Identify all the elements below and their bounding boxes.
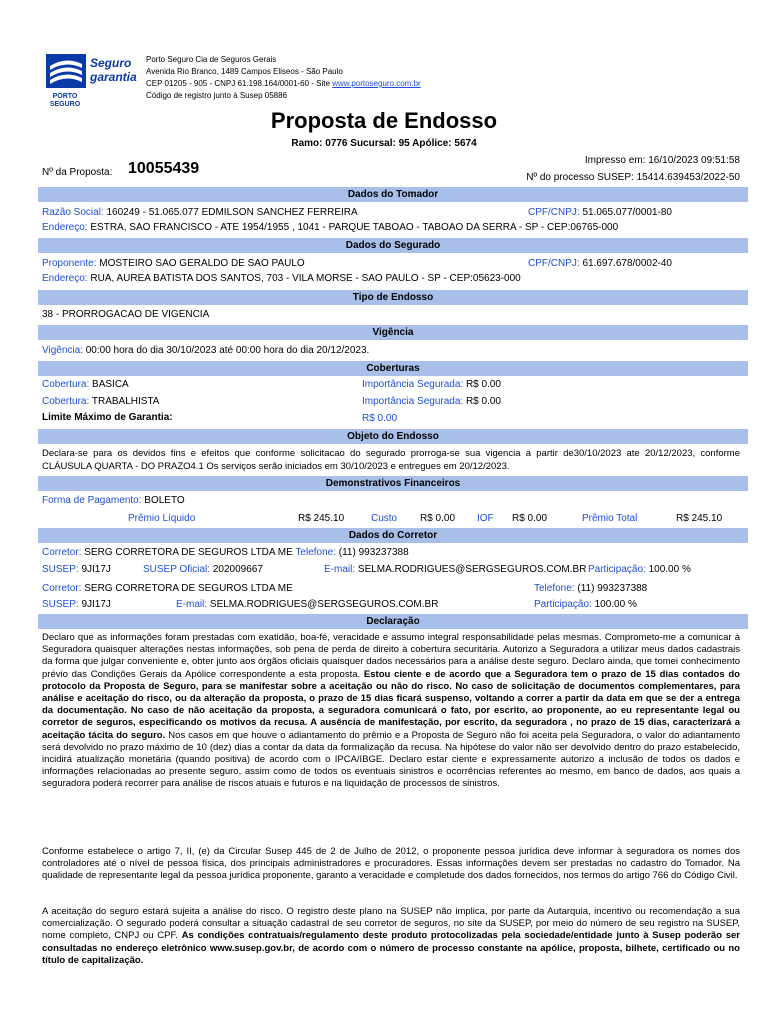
proposal-number: 10055439 xyxy=(128,160,200,177)
tomador-endereco-label: Endereço: xyxy=(42,222,88,233)
segurado-proponente xyxy=(42,258,305,270)
objeto-text: Declara-se para os devidos fins e efeitos que conforme solicitacao do segurado prorroga-se sua vigencia a partir de30/10/2023 ate 20/12/2023, conforme CLÁUSULA QUARTA - DO PRAZO4.1 Os serviços serão iniciados em 30/10/2023 e entregues em 20/12/2023. xyxy=(42,448,740,472)
declaracao-p3: A aceitação do seguro estará sujeita a análise do risco. O registro deste plano na SUSEP não implica, por parte da Autarquia, incentivo ou recomendação a sua comercialização. O segurado poderá consultar a situação cadastral de seu corretor de seguros, no site da SUSEP, por meio do número de seu registro na SUSEP, nome completo, CNPJ ou CPF. xyxy=(42,906,740,942)
tomador-cpf xyxy=(528,207,672,219)
company-cep-cnpj xyxy=(146,78,421,89)
corretor-1-label: Corretor: xyxy=(42,547,82,558)
corretor-1-susep-value: 9JI17J xyxy=(81,564,111,575)
section-corretor: Dados do Corretor xyxy=(38,528,748,543)
corretor-2-tel-label: Telefone: xyxy=(534,583,575,594)
corretor-1-email xyxy=(324,564,586,576)
corretor-1-susep xyxy=(42,564,111,576)
corretor-1-participacao-label: Participação: xyxy=(588,564,646,575)
company-address: Avenida Rio Branco, 1489 Campos Eliseos - São Paulo xyxy=(146,67,343,76)
tomador-endereco xyxy=(42,222,618,234)
corretor-2-email xyxy=(176,599,438,611)
printed-label: Impresso em: xyxy=(584,155,646,166)
premio-total-value: R$ 245.10 xyxy=(676,513,723,524)
cobertura-2 xyxy=(42,396,159,408)
cobertura-1-label: Cobertura: xyxy=(42,379,90,390)
corretor-2-susep-label: SUSEP: xyxy=(42,599,79,610)
corretor-2-label: Corretor: xyxy=(42,583,82,594)
segurado-endereco xyxy=(42,273,521,285)
corretor-1-susep-oficial-value: 202009667 xyxy=(212,564,263,575)
porto-seguro-logo-icon xyxy=(46,54,86,88)
segurado-cpf-label: CPF/CNPJ: xyxy=(528,258,580,269)
section-coberturas: Coberturas xyxy=(38,361,748,376)
company-site-link[interactable]: www.portoseguro.com.br xyxy=(332,79,421,88)
logo-tagline-garantia: garantia xyxy=(90,70,137,84)
section-objeto: Objeto do Endosso xyxy=(38,429,748,444)
corretor-1-value: SERG CORRETORA DE SEGUROS LTDA ME xyxy=(84,547,293,558)
proposal-label: Nº da Proposta: xyxy=(42,167,113,178)
limite-value: R$ 0.00 xyxy=(362,413,398,424)
segurado-endereco-value: RUA, AUREA BATISTA DOS SANTOS, 703 - VILA MORSE - SAO PAULO - SP - CEP:05623-000 xyxy=(90,273,521,284)
corretor-1-participacao xyxy=(588,564,691,576)
process-number xyxy=(526,172,740,184)
segurado-proponente-value: MOSTEIRO SAO GERALDO DE SAO PAULO xyxy=(99,258,305,269)
corretor-1-susep-oficial xyxy=(143,564,263,576)
cobertura-1-value: BASICA xyxy=(92,379,129,390)
tomador-razao-value: 160249 - 51.065.077 EDMILSON SANCHEZ FERREIRA xyxy=(106,207,358,218)
forma-pagamento xyxy=(42,495,185,507)
printed-at xyxy=(585,155,740,167)
section-financeiro: Demonstrativos Financeiros xyxy=(38,476,748,491)
segurado-cpf-value: 61.697.678/0002-40 xyxy=(582,258,672,269)
cobertura-2-label: Cobertura: xyxy=(42,396,90,407)
declaracao-p2: Conforme estabelece o artigo 7, II, (e) da Circular Susep 445 de 2 de Julho de 2012, o proponente pessoa jurídica deve informar à seguradora os nomes dos controladores até o nível de pessoa física, dos principais administradores e procuradores. Essas informações devem ser prestadas no cadastro do Tomador. Na qualidade de representante legal da pessoa jurídica proponente, garanto a veracidade e completude dos dados fornecidos, nos termos do artigo 766 do Código Civil. xyxy=(42,846,740,882)
corretor-1-tel-label: Telefone: xyxy=(295,547,336,558)
cobertura-2-is-label: Importância Segurada: xyxy=(362,396,464,407)
company-logo xyxy=(46,54,86,108)
corretor-2-participacao xyxy=(534,599,637,611)
cobertura-2-value: TRABALHISTA xyxy=(91,396,160,407)
cobertura-2-is-value: R$ 0.00 xyxy=(465,396,501,407)
cobertura-1-is-value: R$ 0.00 xyxy=(465,379,501,390)
section-tipo: Tipo de Endosso xyxy=(38,290,748,305)
corretor-2-value: SERG CORRETORA DE SEGUROS LTDA ME xyxy=(84,583,293,594)
printed-value: 16/10/2023 09:51:58 xyxy=(648,155,740,166)
process-label: Nº do processo SUSEP: xyxy=(526,172,634,183)
forma-pagamento-label: Forma de Pagamento: xyxy=(42,495,142,506)
limite-label: Limite Máximo de Garantia: xyxy=(42,412,173,423)
section-vigencia: Vigência xyxy=(38,325,748,340)
custo-value: R$ 0.00 xyxy=(420,513,456,524)
corretor-2-tel-value: (11) 993237388 xyxy=(577,583,648,594)
custo-label: Custo xyxy=(371,513,398,524)
corretor-2-participacao-label: Participação: xyxy=(534,599,592,610)
logo-brand-text: PORTO SEGURO xyxy=(49,93,81,108)
declaracao-p1: Declaro que as informações foram prestadas com exatidão, boa-fé, veracidade e assumo integral responsabilidade pelas mesmas. Comprometo-me a comunicar à Seguradora quaisquer alterações nestas informações, sob pena de perda de direito à cobertura securitária. Autorizo a Seguradora a utilizar meus dados cadastrais da forma que julgar conveniente e, obter junto aos órgãos oficiais quaisquer dados necessários para a análise deste seguro. Declaro ainda, que tomei conhecimento prévio das Condições Gerais da Apólice correspondente a esta proposta. xyxy=(42,632,740,680)
corretor-2 xyxy=(42,583,293,595)
segurado-cpf xyxy=(528,258,672,270)
declaracao-block-1 xyxy=(42,632,740,791)
declaracao-p1b: Estou ciente e de acordo que a Seguradora tem o prazo de 15 dias contados do protocolo da Proposta de Seguro, para se manifestar sobre a aceitação ou não do risco. No caso de solicitação de documentos complementares, para análise e aceitação do risco, ou da alteração da proposta, o prazo de 15 dias ficará suspenso, voltando a correr a partir da data em que se der a entrega da documentação. No caso de não aceitação da proposta, a seguradora comunicará o fato, por escrito, ao proponente, ao eu representante legal ou corretor de seguros, especificando os motivos da recusa. A ausência de manifestação, por escrito, da seguradora , no prazo de 15 dias, caracterizará a aceitação tácita do seguro. xyxy=(42,668,740,741)
forma-pagamento-value: BOLETO xyxy=(144,495,185,506)
corretor-2-susep xyxy=(42,599,111,611)
corretor-2-participacao-value: 100.00 % xyxy=(594,599,637,610)
logo-tagline-seguro: Seguro xyxy=(90,56,132,70)
company-name: Porto Seguro Cia de Seguros Gerais xyxy=(146,55,277,64)
corretor-2-tel xyxy=(534,583,647,595)
tomador-endereco-value: ESTRA, SAO FRANCISCO - ATE 1954/1955 , 1041 - PARQUE TABOAO - TABOAO DA SERRA - SP - CEP:06765-000 xyxy=(90,222,619,233)
page-subtitle: Ramo: 0776 Sucursal: 95 Apólice: 5674 xyxy=(291,138,477,149)
segurado-endereco-label: Endereço: xyxy=(42,273,88,284)
section-segurado: Dados do Segurado xyxy=(38,238,748,253)
vigencia-value: 00:00 hora do dia 30/10/2023 até 00:00 hora do dia 20/12/2023. xyxy=(85,345,370,356)
iof-label: IOF xyxy=(477,513,494,524)
premio-liquido-value: R$ 245.10 xyxy=(298,513,345,524)
cobertura-2-is xyxy=(362,396,501,408)
company-susep-code: Código de registro junto à Susep 05886 xyxy=(146,91,287,100)
declaracao-block-3 xyxy=(42,906,740,967)
declaracao-p3b: As condições contratuais/regulamento deste produto protocolizadas pela sociedade/entidade junto à Susep poderão ser consultadas no endereço eletrônico www.susep.gov.br, de acordo com o número de processo constante na apólice, proposta, bilhete, certificado ou no título de capitalização. xyxy=(42,930,740,966)
corretor-2-email-label: E-mail: xyxy=(176,599,208,610)
vigencia-label: Vigência: xyxy=(42,345,83,356)
company-cep-cnpj-text: CEP 01205 - 905 - CNPJ 61.198.164/0001-60 - Site xyxy=(146,79,330,88)
tomador-razao xyxy=(42,207,358,219)
page-title: Proposta de Endosso xyxy=(270,108,498,133)
corretor-2-susep-value: 9JI17J xyxy=(81,599,111,610)
section-tomador: Dados do Tomador xyxy=(38,187,748,202)
cobertura-1-is-label: Importância Segurada: xyxy=(362,379,464,390)
vigencia-row xyxy=(42,345,369,357)
section-declaracao: Declaração xyxy=(38,614,748,629)
premio-liquido-label: Prêmio Líquido xyxy=(128,513,196,524)
tipo-endosso-value: 38 - PRORROGACAO DE VIGENCIA xyxy=(42,309,210,320)
corretor-2-email-value: SELMA.RODRIGUES@SERGSEGUROS.COM.BR xyxy=(209,599,439,610)
tomador-cpf-label: CPF/CNPJ: xyxy=(528,207,580,218)
logo-tagline xyxy=(90,56,137,84)
corretor-1-susep-oficial-label: SUSEP Oficial: xyxy=(143,564,211,575)
corretor-1-susep-label: SUSEP: xyxy=(42,564,79,575)
segurado-proponente-label: Proponente: xyxy=(42,258,97,269)
cobertura-1-is xyxy=(362,379,501,391)
cobertura-1 xyxy=(42,379,129,391)
declaracao-p1c: Nos casos em que houve o adiantamento do prêmio e a Proposta de Seguro não foi aceita pela Seguradora, o valor do adiantamento será devolvido no prazo máximo de 10 (dez) dias a contar da data da formalização da recusa. Na hipótese do valor não ser devolvido dentro do prazo estabelecido, incidirá atualização monetária (quando positiva) de acordo com o IPCA/IBGE. Declaro estar ciente e expressamente autorizo a inclusão de todos os dados e informações relacionadas ao presente seguro, assim como de todos os eventuais sinistros e ocorrências referentes ao mesmo, em banco de dados, aos quais a seguradora poderá recorrer para análise de riscos atuais e futuros e na liquidação de processos de sinistros. xyxy=(42,729,741,790)
corretor-1-tel-value: (11) 993237388 xyxy=(338,547,409,558)
process-value: 15414.639453/2022-50 xyxy=(636,172,740,183)
iof-value: R$ 0.00 xyxy=(512,513,548,524)
tomador-cpf-value: 51.065.077/0001-80 xyxy=(582,207,672,218)
tomador-razao-label: Razão Social: xyxy=(42,207,104,218)
corretor-1-participacao-value: 100.00 % xyxy=(648,564,691,575)
premio-total-label: Prêmio Total xyxy=(582,513,638,524)
corretor-1 xyxy=(42,547,409,559)
corretor-1-email-value: SELMA.RODRIGUES@SERGSEGUROS.COM.BR xyxy=(357,564,587,575)
corretor-1-email-label: E-mail: xyxy=(324,564,356,575)
